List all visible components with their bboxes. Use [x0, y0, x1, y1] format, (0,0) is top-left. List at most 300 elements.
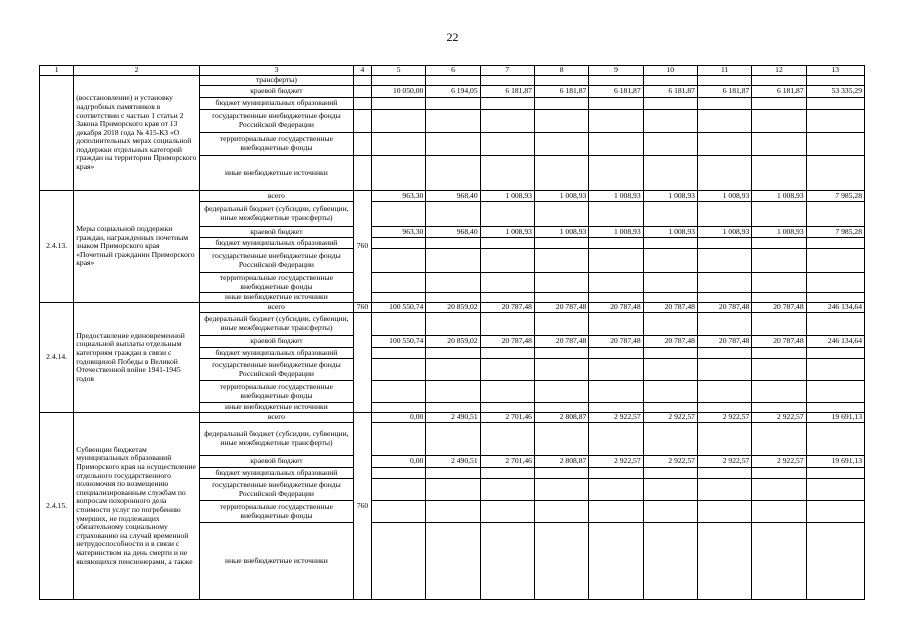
funding-source: территориальные государственные внебюджетные фонды [199, 501, 353, 523]
amount-cell [752, 359, 806, 381]
table-row [40, 413, 865, 423]
amount-cell [371, 313, 425, 336]
amount-cell: 100 550,74 [371, 303, 425, 313]
amount-cell [752, 468, 806, 479]
amount-cell [697, 133, 751, 156]
budget-code: 760 [353, 303, 371, 313]
column-header: 12 [752, 66, 806, 76]
amount-cell [480, 110, 534, 133]
amount-cell [426, 76, 480, 86]
amount-cell [643, 202, 697, 227]
amount-cell [697, 523, 751, 600]
amount-cell: 2 922,57 [643, 413, 697, 423]
amount-cell [371, 348, 425, 359]
amount-cell: 1 008,93 [534, 191, 588, 202]
amount-cell: 6 194,05 [426, 86, 480, 98]
amount-cell [480, 156, 534, 191]
amount-cell: 100 550,74 [371, 336, 425, 348]
amount-cell [480, 523, 534, 600]
amount-cell: 20 787,48 [697, 303, 751, 313]
amount-cell [589, 110, 643, 133]
amount-cell [806, 479, 864, 501]
amount-cell [643, 479, 697, 501]
amount-cell [752, 110, 806, 133]
amount-cell [426, 348, 480, 359]
amount-cell [426, 156, 480, 191]
amount-cell [643, 381, 697, 403]
column-header: 1 [40, 66, 74, 76]
column-header: 9 [589, 66, 643, 76]
budget-code [353, 76, 371, 86]
budget-code: 760 [353, 191, 371, 303]
amount-cell [697, 110, 751, 133]
amount-cell [806, 403, 864, 413]
amount-cell [534, 423, 588, 456]
funding-source: иные внебюджетные источники [199, 403, 353, 413]
amount-cell [752, 76, 806, 86]
amount-cell: 0,00 [371, 413, 425, 423]
amount-cell: 10 050,00 [371, 86, 425, 98]
amount-cell [589, 403, 643, 413]
amount-cell [371, 156, 425, 191]
amount-cell [643, 523, 697, 600]
amount-cell: 2 922,57 [589, 413, 643, 423]
amount-cell [752, 293, 806, 303]
amount-cell [806, 348, 864, 359]
amount-cell [752, 249, 806, 273]
amount-cell [480, 98, 534, 110]
amount-cell [589, 523, 643, 600]
funding-source: государственные внебюджетные фонды Российской Федерации [199, 249, 353, 273]
amount-cell [643, 403, 697, 413]
amount-cell [752, 238, 806, 249]
amount-cell [752, 381, 806, 403]
amount-cell [697, 501, 751, 523]
amount-cell: 6 181,87 [534, 86, 588, 98]
amount-cell [426, 133, 480, 156]
amount-cell [806, 238, 864, 249]
funding-source: иные внебюджетные источники [199, 156, 353, 191]
amount-cell [426, 249, 480, 273]
amount-cell: 20 859,02 [426, 303, 480, 313]
amount-cell [371, 110, 425, 133]
funding-source: всего [199, 191, 353, 202]
amount-cell: 20 787,48 [480, 303, 534, 313]
amount-cell: 1 008,93 [643, 191, 697, 202]
amount-cell [534, 273, 588, 293]
column-header: 4 [353, 66, 371, 76]
amount-cell [426, 501, 480, 523]
amount-cell [426, 468, 480, 479]
column-header: 5 [371, 66, 425, 76]
table-row [40, 303, 865, 313]
amount-cell [643, 468, 697, 479]
amount-cell [480, 381, 534, 403]
amount-cell [589, 133, 643, 156]
amount-cell [697, 313, 751, 336]
amount-cell [426, 423, 480, 456]
amount-cell [426, 403, 480, 413]
amount-cell [643, 110, 697, 133]
amount-cell [643, 273, 697, 293]
amount-cell [806, 501, 864, 523]
amount-cell [806, 249, 864, 273]
amount-cell [480, 133, 534, 156]
budget-code [353, 98, 371, 110]
amount-cell [697, 273, 751, 293]
row-number: 2.4.13. [40, 191, 74, 303]
amount-cell [806, 98, 864, 110]
amount-cell [426, 273, 480, 293]
amount-cell: 1 008,93 [589, 227, 643, 238]
amount-cell [752, 156, 806, 191]
amount-cell [426, 202, 480, 227]
column-header: 11 [697, 66, 751, 76]
amount-cell: 2 701,46 [480, 413, 534, 423]
page-number: 22 [446, 30, 459, 44]
amount-cell [534, 523, 588, 600]
table-row [40, 76, 865, 86]
amount-cell [371, 293, 425, 303]
amount-cell [371, 133, 425, 156]
amount-cell: 19 691,13 [806, 456, 864, 468]
amount-cell [697, 381, 751, 403]
amount-cell [697, 156, 751, 191]
amount-cell [426, 238, 480, 249]
amount-cell: 6 181,87 [752, 86, 806, 98]
amount-cell: 1 008,93 [480, 191, 534, 202]
amount-cell [480, 359, 534, 381]
funding-source: территориальные государственные внебюджетные фонды [199, 133, 353, 156]
column-header: 3 [199, 66, 353, 76]
amount-cell [806, 381, 864, 403]
budget-code: 760 [353, 413, 371, 600]
amount-cell [371, 238, 425, 249]
amount-cell [426, 293, 480, 303]
amount-cell [806, 523, 864, 600]
amount-cell [697, 249, 751, 273]
amount-cell: 6 181,87 [480, 86, 534, 98]
amount-cell [480, 238, 534, 249]
funding-source: территориальные государственные внебюджетные фонды [199, 381, 353, 403]
funding-source: территориальные государственные внебюджетные фонды [199, 273, 353, 293]
amount-cell [643, 359, 697, 381]
header-row [40, 66, 865, 76]
amount-cell [371, 98, 425, 110]
funding-source: государственные внебюджетные фонды Российской Федерации [199, 110, 353, 133]
amount-cell [480, 76, 534, 86]
amount-cell [752, 348, 806, 359]
amount-cell: 2 490,51 [426, 456, 480, 468]
amount-cell [643, 133, 697, 156]
amount-cell [806, 273, 864, 293]
funding-source: иные внебюджетные источники [199, 293, 353, 303]
amount-cell [752, 479, 806, 501]
amount-cell [589, 423, 643, 456]
amount-cell [752, 403, 806, 413]
funding-source: краевой бюджет [199, 456, 353, 468]
amount-cell: 2 808,87 [534, 413, 588, 423]
column-header: 2 [74, 66, 200, 76]
amount-cell [752, 273, 806, 293]
amount-cell [806, 156, 864, 191]
amount-cell: 20 859,02 [426, 336, 480, 348]
column-header: 13 [806, 66, 864, 76]
amount-cell: 2 922,57 [589, 456, 643, 468]
amount-cell [534, 293, 588, 303]
amount-cell: 20 787,48 [534, 303, 588, 313]
amount-cell [752, 133, 806, 156]
amount-cell: 2 490,51 [426, 413, 480, 423]
funding-source: бюджет муниципальных образований [199, 238, 353, 249]
amount-cell [806, 133, 864, 156]
amount-cell: 1 008,93 [697, 191, 751, 202]
amount-cell: 963,30 [371, 191, 425, 202]
amount-cell [752, 98, 806, 110]
table-row [40, 191, 865, 202]
amount-cell [480, 501, 534, 523]
amount-cell: 20 787,48 [589, 303, 643, 313]
budget-code [353, 110, 371, 133]
amount-cell [589, 238, 643, 249]
amount-cell [534, 98, 588, 110]
funding-source: всего [199, 413, 353, 423]
funding-source: иные внебюджетные источники [199, 523, 353, 600]
amount-cell: 0,00 [371, 456, 425, 468]
column-header: 7 [480, 66, 534, 76]
amount-cell [371, 249, 425, 273]
amount-cell [371, 523, 425, 600]
funding-source: краевой бюджет [199, 227, 353, 238]
amount-cell [643, 156, 697, 191]
amount-cell [534, 76, 588, 86]
amount-cell [426, 313, 480, 336]
funding-source: федеральный бюджет (субсидии, субвенции, иные межбюджетные трансферты) [199, 423, 353, 456]
amount-cell: 1 008,93 [752, 191, 806, 202]
amount-cell [643, 423, 697, 456]
amount-cell [697, 468, 751, 479]
amount-cell [806, 202, 864, 227]
amount-cell [697, 403, 751, 413]
amount-cell: 1 008,93 [589, 191, 643, 202]
amount-cell: 20 787,48 [752, 336, 806, 348]
column-header: 10 [643, 66, 697, 76]
funding-source: бюджет муниципальных образований [199, 98, 353, 110]
amount-cell [371, 423, 425, 456]
amount-cell: 6 181,87 [643, 86, 697, 98]
amount-cell: 2 922,57 [697, 413, 751, 423]
amount-cell [534, 249, 588, 273]
measure-name: Предоставление единовременной социальной выплаты отдельным категориям граждан в связи с годовщиной Победы в Великой Отечественной войне 1941-1945 годов [74, 303, 200, 413]
amount-cell [806, 468, 864, 479]
funding-source: трансферты) [199, 76, 353, 86]
amount-cell [589, 479, 643, 501]
amount-cell [480, 403, 534, 413]
row-number [40, 76, 74, 191]
amount-cell [534, 348, 588, 359]
amount-cell [534, 156, 588, 191]
amount-cell [643, 348, 697, 359]
amount-cell: 53 335,29 [806, 86, 864, 98]
amount-cell [534, 202, 588, 227]
amount-cell [534, 359, 588, 381]
amount-cell: 19 691,13 [806, 413, 864, 423]
amount-cell: 2 808,87 [534, 456, 588, 468]
budget-table [39, 65, 865, 600]
amount-cell: 2 922,57 [752, 413, 806, 423]
amount-cell [752, 523, 806, 600]
amount-cell [643, 238, 697, 249]
amount-cell: 20 787,48 [643, 336, 697, 348]
amount-cell [371, 273, 425, 293]
funding-source: государственные внебюджетные фонды Российской Федерации [199, 359, 353, 381]
amount-cell [371, 359, 425, 381]
amount-cell [371, 403, 425, 413]
column-header: 8 [534, 66, 588, 76]
funding-source: государственные внебюджетные фонды Российской Федерации [199, 479, 353, 501]
amount-cell: 20 787,48 [752, 303, 806, 313]
row-number: 2.4.14. [40, 303, 74, 413]
budget-code [353, 313, 371, 413]
amount-cell: 6 181,87 [697, 86, 751, 98]
amount-cell [806, 359, 864, 381]
amount-cell [589, 156, 643, 191]
amount-cell [643, 293, 697, 303]
amount-cell [589, 501, 643, 523]
amount-cell [371, 501, 425, 523]
measure-name: Меры социальной поддержки граждан, награжденных почетным знаком Приморского края «Почетный гражданин Приморского края» [74, 191, 200, 303]
amount-cell [806, 76, 864, 86]
budget-code [353, 86, 371, 98]
column-header: 6 [426, 66, 480, 76]
amount-cell [371, 76, 425, 86]
funding-source: всего [199, 303, 353, 313]
funding-source: бюджет муниципальных образований [199, 348, 353, 359]
amount-cell [589, 468, 643, 479]
measure-name: (восстановление) и установку надгробных памятников в соответствии с частью 1 статьи 2 Закона Приморского края от 13 декабря 2018 года № 415-КЗ «О дополнительных мерах социальной поддержки отдельных категорий граждан на территории Приморского края» [74, 76, 200, 191]
amount-cell [534, 403, 588, 413]
amount-cell: 1 008,93 [643, 227, 697, 238]
amount-cell [697, 423, 751, 456]
amount-cell [589, 381, 643, 403]
row-number: 2.4.15. [40, 413, 74, 600]
amount-cell [480, 348, 534, 359]
amount-cell [371, 381, 425, 403]
amount-cell [534, 468, 588, 479]
amount-cell: 7 985,28 [806, 227, 864, 238]
amount-cell [806, 110, 864, 133]
amount-cell [752, 423, 806, 456]
amount-cell [697, 76, 751, 86]
funding-source: федеральный бюджет (субсидии, субвенции, иные межбюджетные трансферты) [199, 313, 353, 336]
amount-cell [643, 98, 697, 110]
amount-cell [534, 110, 588, 133]
amount-cell: 246 134,64 [806, 336, 864, 348]
amount-cell [480, 313, 534, 336]
amount-cell [534, 501, 588, 523]
amount-cell [480, 423, 534, 456]
amount-cell [806, 313, 864, 336]
amount-cell [589, 202, 643, 227]
amount-cell [589, 359, 643, 381]
amount-cell: 6 181,87 [589, 86, 643, 98]
amount-cell [426, 523, 480, 600]
amount-cell: 2 922,57 [643, 456, 697, 468]
amount-cell [643, 249, 697, 273]
amount-cell [426, 98, 480, 110]
budget-code [353, 133, 371, 156]
budget-code [353, 156, 371, 191]
amount-cell [480, 293, 534, 303]
amount-cell [697, 202, 751, 227]
amount-cell [752, 501, 806, 523]
amount-cell: 1 008,93 [752, 227, 806, 238]
funding-source: краевой бюджет [199, 336, 353, 348]
amount-cell [480, 249, 534, 273]
amount-cell: 963,30 [371, 227, 425, 238]
amount-cell: 20 787,48 [480, 336, 534, 348]
amount-cell: 20 787,48 [589, 336, 643, 348]
amount-cell: 2 701,46 [480, 456, 534, 468]
amount-cell [534, 133, 588, 156]
amount-cell [806, 423, 864, 456]
amount-cell [534, 381, 588, 403]
amount-cell [426, 110, 480, 133]
amount-cell [589, 313, 643, 336]
amount-cell [426, 479, 480, 501]
funding-source: краевой бюджет [199, 86, 353, 98]
amount-cell [371, 479, 425, 501]
amount-cell [480, 479, 534, 501]
amount-cell [426, 381, 480, 403]
amount-cell [480, 202, 534, 227]
amount-cell: 2 922,57 [752, 456, 806, 468]
amount-cell [371, 202, 425, 227]
amount-cell [697, 359, 751, 381]
amount-cell [589, 76, 643, 86]
amount-cell [697, 293, 751, 303]
amount-cell: 2 922,57 [697, 456, 751, 468]
amount-cell [643, 76, 697, 86]
amount-cell [806, 293, 864, 303]
amount-cell [589, 249, 643, 273]
amount-cell [480, 468, 534, 479]
amount-cell: 968,40 [426, 191, 480, 202]
funding-source: федеральный бюджет (субсидии, субвенции, иные межбюджетные трансферты) [199, 202, 353, 227]
amount-cell: 20 787,48 [643, 303, 697, 313]
amount-cell [589, 273, 643, 293]
amount-cell [643, 501, 697, 523]
amount-cell: 1 008,93 [697, 227, 751, 238]
amount-cell: 7 985,28 [806, 191, 864, 202]
amount-cell [480, 273, 534, 293]
amount-cell [589, 293, 643, 303]
amount-cell: 1 008,93 [480, 227, 534, 238]
amount-cell: 20 787,48 [534, 336, 588, 348]
amount-cell [752, 202, 806, 227]
amount-cell: 968,40 [426, 227, 480, 238]
amount-cell [697, 479, 751, 501]
amount-cell: 20 787,48 [697, 336, 751, 348]
amount-cell [534, 313, 588, 336]
amount-cell [643, 313, 697, 336]
amount-cell: 1 008,93 [534, 227, 588, 238]
amount-cell [697, 98, 751, 110]
amount-cell [752, 313, 806, 336]
funding-source: бюджет муниципальных образований [199, 468, 353, 479]
amount-cell: 246 134,64 [806, 303, 864, 313]
amount-cell [371, 468, 425, 479]
